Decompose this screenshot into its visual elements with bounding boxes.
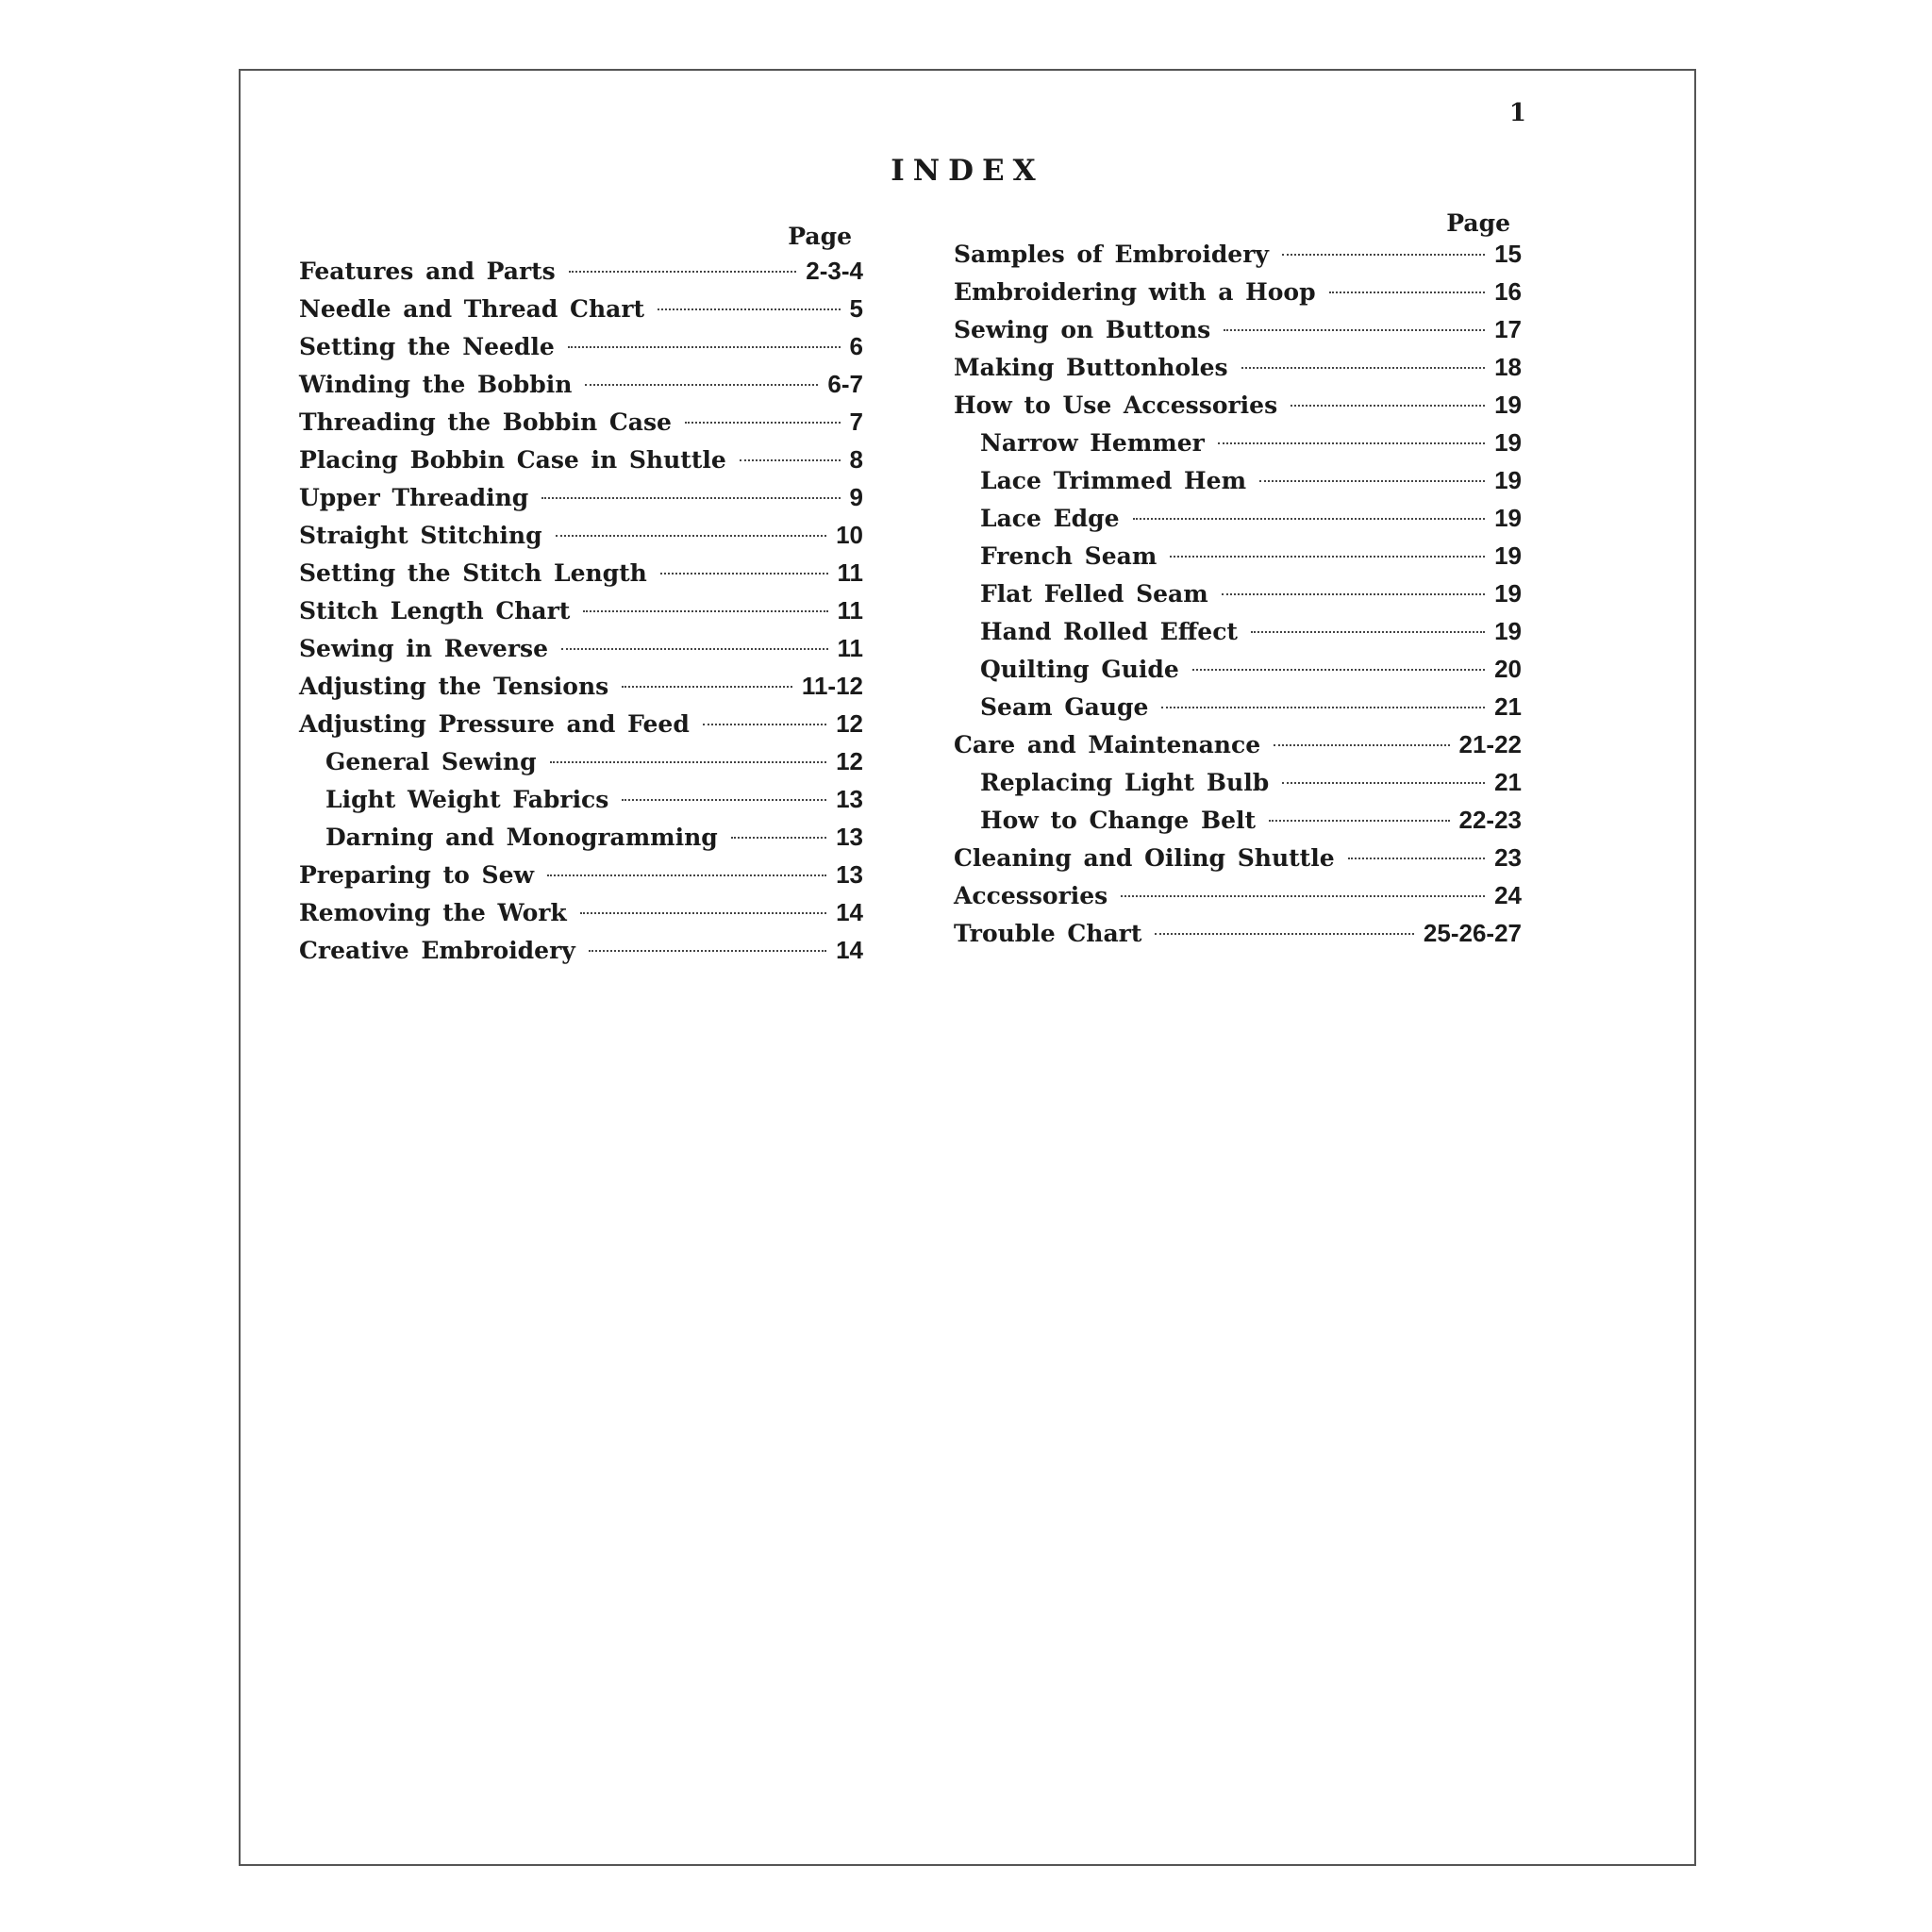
entry-page-number: 7 (849, 408, 863, 436)
dot-leader (580, 912, 826, 914)
entry-label: Sewing on Buttons (954, 316, 1211, 343)
dot-leader (1155, 933, 1414, 935)
entry-label: Seam Gauge (980, 693, 1149, 721)
dot-leader (685, 422, 841, 424)
entry-label: Setting the Needle (299, 333, 555, 360)
index-entry (299, 478, 863, 516)
index-entry (299, 742, 863, 780)
page-number: 1 (1508, 99, 1526, 127)
entry-page-number: 19 (1494, 466, 1522, 494)
dot-leader (658, 308, 840, 310)
entry-page-number: 11 (837, 558, 863, 587)
entry-label: French Seam (980, 542, 1158, 570)
index-entry (954, 235, 1522, 273)
dot-leader (583, 610, 827, 612)
dot-leader (1274, 744, 1449, 746)
index-entry (299, 327, 863, 365)
dot-leader (568, 346, 841, 348)
entry-label: Removing the Work (299, 899, 567, 926)
entry-label: Narrow Hemmer (980, 429, 1205, 457)
index-entry (299, 403, 863, 441)
dot-leader (740, 459, 841, 461)
index-entry (954, 386, 1522, 424)
entry-label: Quilting Guide (980, 656, 1179, 683)
entry-label: How to Change Belt (980, 807, 1257, 834)
page-column-header: Page (788, 223, 852, 250)
entry-page-number: 19 (1494, 428, 1522, 457)
entry-label: Sewing in Reverse (299, 635, 548, 662)
document-page (239, 69, 1696, 1866)
entry-label: Light Weight Fabrics (325, 786, 609, 813)
dot-leader (1348, 858, 1485, 859)
entry-label: Features and Parts (299, 258, 556, 285)
index-entry (954, 612, 1522, 650)
index-entry (954, 348, 1522, 386)
dot-leader (1224, 329, 1485, 331)
index-entry (954, 499, 1522, 537)
index-entry (954, 839, 1522, 876)
dot-leader (589, 950, 826, 952)
dot-leader (622, 686, 792, 688)
entry-page-number: 19 (1494, 391, 1522, 419)
entry-label: Hand Rolled Effect (980, 618, 1238, 645)
index-entry (954, 537, 1522, 575)
entry-page-number: 5 (849, 294, 863, 323)
dot-leader (1291, 405, 1485, 407)
dot-leader (1192, 669, 1485, 671)
entry-label: Darning and Monogramming (325, 824, 718, 851)
entry-label: Making Buttonholes (954, 354, 1228, 381)
dot-leader (569, 271, 797, 273)
entry-label: How to Use Accessories (954, 391, 1278, 419)
dot-leader (731, 837, 826, 839)
dot-leader (547, 874, 826, 876)
entry-page-number: 9 (849, 483, 863, 511)
entry-label: Preparing to Sew (299, 861, 534, 889)
index-entry (299, 780, 863, 818)
index-title: INDEX (891, 154, 1044, 188)
index-entry (954, 424, 1522, 461)
index-entry (299, 554, 863, 591)
entry-page-number: 25-26-27 (1423, 919, 1522, 947)
entry-label: Replacing Light Bulb (980, 769, 1270, 796)
entry-label: Winding the Bobbin (299, 371, 573, 398)
dot-leader (1161, 707, 1485, 708)
entry-page-number: 19 (1494, 541, 1522, 570)
entry-label: Creative Embroidery (299, 937, 575, 964)
entry-page-number: 14 (836, 898, 863, 926)
entry-label: Lace Edge (980, 505, 1120, 532)
dot-leader (585, 384, 818, 386)
index-entries-right (954, 235, 1522, 952)
entry-page-number: 10 (836, 521, 863, 549)
dot-leader (1282, 254, 1485, 256)
entry-label: Upper Threading (299, 484, 529, 511)
index-entry (954, 575, 1522, 612)
index-entry (299, 931, 863, 969)
index-entry (299, 591, 863, 629)
dot-leader (703, 724, 826, 725)
entry-label: Adjusting Pressure and Feed (299, 710, 690, 738)
entry-page-number: 8 (849, 445, 863, 474)
index-entry (299, 441, 863, 478)
index-entry (299, 365, 863, 403)
dot-leader (1170, 556, 1485, 558)
dot-leader (622, 799, 826, 801)
index-entry (954, 876, 1522, 914)
dot-leader (556, 535, 827, 537)
dot-leader (1218, 442, 1485, 444)
dot-leader (550, 761, 827, 763)
entry-page-number: 13 (836, 860, 863, 889)
index-entry (299, 629, 863, 667)
dot-leader (541, 497, 840, 499)
entry-label: Stitch Length Chart (299, 597, 571, 625)
entry-page-number: 14 (836, 936, 863, 964)
entry-label: Adjusting the Tensions (299, 673, 609, 700)
index-entry (299, 252, 863, 290)
entry-page-number: 18 (1494, 353, 1522, 381)
entry-page-number: 21 (1494, 768, 1522, 796)
entry-label: Trouble Chart (954, 920, 1142, 947)
index-entry (299, 290, 863, 327)
index-entry (954, 801, 1522, 839)
dot-leader (1259, 480, 1485, 482)
entry-page-number: 19 (1494, 504, 1522, 532)
entry-page-number: 12 (836, 747, 863, 775)
dot-leader (1282, 782, 1485, 784)
index-entry (954, 914, 1522, 952)
index-entry (954, 763, 1522, 801)
entry-label: Threading the Bobbin Case (299, 408, 672, 436)
entry-page-number: 23 (1494, 843, 1522, 872)
entry-page-number: 11 (837, 596, 863, 625)
index-right-column (954, 209, 1522, 952)
entry-page-number: 16 (1494, 277, 1522, 306)
entry-label: Flat Felled Seam (980, 580, 1208, 608)
dot-leader (1269, 820, 1449, 822)
entry-label: Straight Stitching (299, 522, 542, 549)
index-entry (954, 310, 1522, 348)
index-entry (954, 688, 1522, 725)
entry-page-number: 6-7 (827, 370, 863, 398)
index-entry (954, 273, 1522, 310)
entry-page-number: 17 (1494, 315, 1522, 343)
index-entry (299, 893, 863, 931)
entry-label: Placing Bobbin Case in Shuttle (299, 446, 726, 474)
entry-page-number: 24 (1494, 881, 1522, 909)
dot-leader (1329, 291, 1486, 293)
index-entry (954, 650, 1522, 688)
entry-page-number: 2-3-4 (806, 257, 863, 285)
dot-leader (660, 573, 828, 575)
entry-label: Lace Trimmed Hem (980, 467, 1247, 494)
index-entry (299, 705, 863, 742)
dot-leader (1133, 518, 1486, 520)
index-entry (954, 725, 1522, 763)
index-entry (299, 667, 863, 705)
dot-leader (561, 648, 828, 650)
entry-label: Samples of Embroidery (954, 241, 1269, 268)
entry-page-number: 21 (1494, 692, 1522, 721)
entry-page-number: 21-22 (1458, 730, 1522, 758)
entry-page-number: 22-23 (1458, 806, 1522, 834)
entry-page-number: 19 (1494, 617, 1522, 645)
entry-page-number: 12 (836, 709, 863, 738)
index-entry (954, 461, 1522, 499)
dot-leader (1121, 895, 1485, 897)
entry-page-number: 15 (1494, 240, 1522, 268)
entry-page-number: 13 (836, 823, 863, 851)
entry-page-number: 13 (836, 785, 863, 813)
dot-leader (1222, 593, 1485, 595)
entry-page-number: 11-12 (801, 672, 863, 700)
entry-page-number: 20 (1494, 655, 1522, 683)
entry-label: Setting the Stitch Length (299, 559, 647, 587)
entry-page-number: 19 (1494, 579, 1522, 608)
dot-leader (1251, 631, 1485, 633)
index-entry (299, 856, 863, 893)
entry-page-number: 6 (849, 332, 863, 360)
entry-page-number: 11 (837, 634, 863, 662)
index-entries-left (299, 252, 863, 969)
dot-leader (1241, 367, 1485, 369)
entry-label: Care and Maintenance (954, 731, 1261, 758)
index-entry (299, 516, 863, 554)
entry-label: General Sewing (325, 748, 537, 775)
entry-label: Needle and Thread Chart (299, 295, 645, 323)
entry-label: Embroidering with a Hoop (954, 278, 1316, 306)
index-entry (299, 818, 863, 856)
index-left-column (299, 222, 863, 969)
entry-label: Cleaning and Oiling Shuttle (954, 844, 1335, 872)
entry-label: Accessories (954, 882, 1108, 909)
page-column-header: Page (1446, 209, 1510, 237)
